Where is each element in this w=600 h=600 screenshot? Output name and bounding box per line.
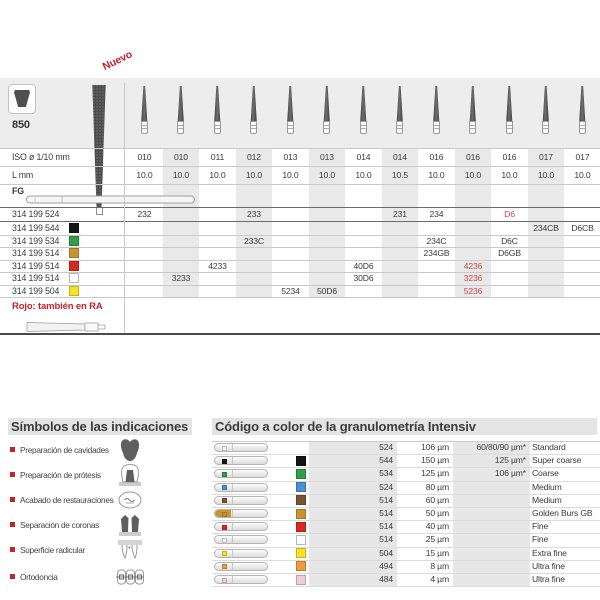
grit-grade: Super coarse: [532, 455, 582, 466]
length-value-cell: 10.0: [574, 170, 591, 180]
product-code: 314 199 544: [12, 223, 60, 233]
catalog-number-cell: 4236: [463, 260, 483, 271]
grit-size: 8 µm: [430, 560, 449, 571]
grit-size-alt: [453, 507, 526, 520]
symbol-label: Acabado de restauraciones: [20, 495, 114, 505]
catalog-number-cell: D6CB: [571, 223, 594, 233]
grit-size-alt: 60/80/90 µm*: [476, 442, 526, 452]
grit-grade: Standard: [532, 442, 566, 452]
grit-code: 514: [379, 534, 393, 545]
grit-color-chip: [296, 535, 306, 545]
length-value-cell: 10.0: [282, 170, 299, 180]
divider: [0, 221, 600, 223]
catalog-number-cell: 231: [393, 209, 407, 219]
iso-value-cell: 016: [502, 152, 517, 162]
iso-value-cell: 012: [247, 152, 261, 162]
grit-code: 504: [379, 547, 393, 558]
bur-shank: [250, 121, 257, 134]
catalog-number-cell: 40D6: [353, 260, 374, 271]
iso-value-cell: 016: [429, 152, 444, 162]
grit-bur-illustration: [214, 483, 268, 492]
crown-separation-icon: [116, 512, 144, 538]
grit-code: 484: [379, 574, 393, 584]
grit-code: 524: [379, 442, 393, 452]
bur-shank: [323, 121, 330, 134]
iso-value-cell: 010: [137, 152, 152, 162]
grit-size: 125 µm: [421, 468, 449, 479]
catalog-number-cell: D6GB: [498, 248, 521, 258]
symbol-label: Preparación de prótesis: [20, 470, 101, 480]
grit-table-top-line: [212, 441, 600, 442]
grit-bur-illustration: [214, 562, 268, 571]
grit-size: 60 µm: [425, 494, 449, 505]
divider: [124, 83, 125, 333]
catalog-number-cell: 4233: [208, 260, 227, 271]
catalog-number-cell: 234GB: [423, 248, 450, 258]
grit-bur-illustration: [214, 522, 268, 531]
grit-size: 150 µm: [421, 455, 449, 466]
grit-code: 514: [379, 521, 393, 532]
length-value-cell: 10.0: [355, 170, 372, 180]
grit-color-chip: [296, 456, 306, 466]
symbol-label: Superficie radicular: [20, 545, 86, 555]
catalog-number-cell: 234CB: [533, 223, 559, 233]
bur-shank: [542, 121, 549, 134]
catalog-number-cell: 233C: [244, 235, 264, 246]
length-value-cell: 10.0: [209, 170, 226, 180]
grit-code: 494: [379, 560, 393, 571]
grit-grade: Ultra fine: [532, 574, 565, 584]
grit-size-alt: [453, 533, 526, 546]
fg-shank-image: [26, 194, 198, 205]
grit-color-chip: [296, 495, 306, 505]
iso-value-cell: 016: [466, 152, 480, 162]
figure-850-frame: [8, 84, 36, 114]
symbols-panel-title: Símbolos de las indicaciones: [8, 418, 192, 435]
iso-value-cell: 013: [283, 152, 298, 162]
bur-shank: [433, 121, 440, 134]
symbol-label: Ortodoncia: [20, 572, 58, 582]
big-bur-neck: [96, 207, 103, 215]
prosthesis-prep-icon: [116, 462, 144, 488]
catalog-number-cell: D6: [504, 209, 515, 219]
grit-size: 50 µm: [425, 508, 449, 518]
length-value-cell: 10.0: [172, 170, 190, 180]
grit-bur-illustration: [214, 469, 268, 478]
catalog-number-cell: 5236: [463, 285, 483, 296]
restoration-finishing-icon: [116, 487, 144, 513]
length-value-cell: 10.0: [464, 170, 482, 180]
grit-color-chip: [296, 561, 306, 571]
grit-grade: Coarse: [532, 468, 559, 479]
grit-grade: Fine: [532, 534, 549, 545]
divider: [0, 247, 600, 248]
grit-size-alt: [453, 573, 526, 586]
grit-size: 4 µm: [430, 574, 449, 584]
grit-size-alt: 125 µm*: [494, 455, 526, 466]
grit-code: 514: [379, 494, 393, 505]
bur-shank: [141, 121, 148, 134]
catalog-number-cell: D6C: [501, 235, 518, 246]
iso-value-cell: 014: [356, 152, 371, 162]
grit-row-divider: [212, 586, 600, 587]
grit-code: 524: [379, 481, 393, 492]
divider: [0, 272, 600, 273]
divider: [0, 207, 600, 209]
product-code: 314 199 534: [12, 235, 60, 246]
grit-size: 25 µm: [425, 534, 449, 545]
divider: [0, 285, 600, 286]
grit-color-chip: [296, 575, 306, 585]
grit-bur-illustration: [214, 509, 268, 518]
grit-size: 15 µm: [425, 547, 449, 558]
color-chip: [69, 223, 79, 233]
symbol-bullet: [10, 547, 15, 552]
iso-value-cell: 017: [575, 152, 590, 162]
grit-bur-illustration: [214, 535, 268, 544]
grit-size: 80 µm: [425, 481, 449, 492]
figure-850-shape-icon: [14, 90, 30, 107]
symbol-bullet: [10, 522, 15, 527]
iso-row-label: ISO ø 1/10 mm: [12, 152, 70, 162]
grit-size: 40 µm: [425, 521, 449, 532]
bur-shank: [177, 121, 184, 134]
grit-color-chip: [296, 522, 306, 532]
length-row-label: L mm: [12, 170, 34, 180]
grit-bur-illustration: [214, 443, 268, 452]
cavity-prep-icon: [116, 437, 144, 463]
iso-value-cell: 013: [320, 152, 334, 162]
bur-shank: [506, 121, 513, 134]
grit-bur-illustration: [214, 575, 268, 584]
product-code: 314 199 504: [12, 285, 60, 296]
product-code: 314 199 524: [12, 209, 60, 219]
divider: [0, 148, 600, 149]
bur-shank: [579, 121, 586, 134]
grit-code: 514: [379, 508, 393, 518]
divider: [0, 235, 600, 236]
grit-color-chip: [296, 469, 306, 479]
color-chip: [69, 236, 79, 246]
symbol-label: Preparación de cavidades: [20, 445, 109, 455]
grit-size-alt: [453, 520, 526, 533]
catalog-number-cell: 233: [247, 209, 261, 219]
grit-panel-title: Código a color de la granulometría Intensiv: [212, 418, 597, 435]
shank-row-label: FG: [12, 186, 24, 196]
length-value-cell: 10.0: [501, 170, 518, 180]
product-code: 314 199 514: [12, 273, 60, 283]
figure-number: 850: [12, 119, 30, 131]
grit-color-chip: [296, 482, 306, 492]
grit-size-alt: [453, 560, 526, 573]
grit-grade: Medium: [532, 481, 562, 492]
bur-shank: [287, 121, 294, 134]
color-chip: [69, 273, 79, 283]
grit-bur-illustration: [214, 496, 268, 505]
divider: [0, 297, 600, 298]
symbol-bullet: [10, 574, 15, 579]
symbol-bullet: [10, 472, 15, 477]
symbol-bullet: [10, 447, 15, 452]
grit-color-chip: [296, 509, 306, 519]
symbol-bullet: [10, 497, 15, 502]
grit-grade: Medium: [532, 494, 562, 505]
catalog-number-cell: 50D6: [317, 285, 337, 296]
grit-grade: Golden Burs GB: [532, 508, 593, 518]
grit-grade: Extra fine: [532, 547, 567, 558]
ra-shank-image: [26, 320, 112, 334]
grit-code: 544: [379, 455, 393, 466]
divider: [0, 166, 600, 167]
grit-grade: Ultra fine: [532, 560, 565, 571]
new-badge: Nuevo: [100, 48, 135, 73]
catalog-number-cell: 3233: [171, 273, 191, 283]
iso-value-cell: 010: [174, 152, 188, 162]
grit-bur-illustration: [214, 549, 268, 558]
divider: [0, 184, 600, 185]
table-bottom-border: [0, 333, 600, 335]
grit-size-alt: [453, 547, 526, 560]
orthodontics-icon: [116, 564, 144, 590]
catalog-number-cell: 5234: [281, 285, 300, 296]
catalog-number-cell: 234C: [426, 235, 447, 246]
bur-shank: [396, 121, 403, 134]
bur-shank: [360, 121, 367, 134]
bur-shank: [214, 121, 221, 134]
grit-color-chip: [296, 548, 306, 558]
grit-size-alt: [453, 494, 526, 507]
catalog-number-cell: 30D6: [353, 273, 374, 283]
grit-grade: Fine: [532, 521, 549, 532]
catalog-number-cell: 234: [429, 209, 444, 219]
grit-code: 534: [379, 468, 393, 479]
catalog-number-cell: 3236: [463, 273, 483, 283]
divider: [0, 260, 600, 261]
iso-value-cell: 011: [210, 152, 225, 162]
color-chip: [69, 286, 79, 296]
grit-size: 106 µm: [421, 442, 449, 452]
product-code: 314 199 514: [12, 248, 60, 258]
iso-value-cell: 017: [539, 152, 553, 162]
ra-footnote: Rojo: también en RA: [12, 301, 103, 312]
length-value-cell: 10.0: [245, 170, 263, 180]
length-value-cell: 10.5: [391, 170, 409, 180]
grit-size-alt: 106 µm*: [494, 468, 526, 479]
bur-shank: [469, 121, 476, 134]
catalog-number-cell: 232: [137, 209, 152, 219]
symbol-label: Separación de coronas: [20, 520, 100, 530]
product-code: 314 199 514: [12, 260, 60, 271]
iso-value-cell: 014: [393, 152, 407, 162]
root-surface-icon: [116, 537, 144, 563]
grit-bur-illustration: [214, 456, 268, 465]
grit-size-alt: [453, 481, 526, 494]
color-chip: [69, 248, 79, 258]
length-value-cell: 10.0: [428, 170, 445, 180]
color-chip: [69, 261, 79, 271]
length-value-cell: 10.0: [136, 170, 153, 180]
length-value-cell: 10.0: [537, 170, 555, 180]
length-value-cell: 10.0: [318, 170, 336, 180]
